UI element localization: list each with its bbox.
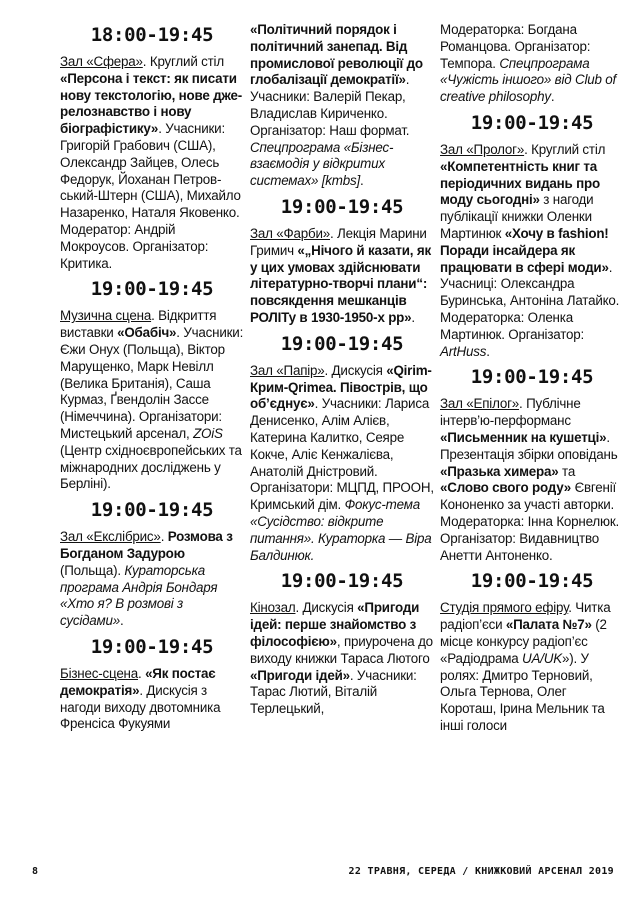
session-description [60, 666, 244, 733]
description-text: . [411, 309, 415, 325]
program-note: Спецпрограма «Чужість іншого» від Club of creative philosophy [440, 55, 616, 105]
description-text: . Учасниці: Олександра Буринська, Антоніна Латайко. Модераторка: Оленка Мартинюк. Організатор: [440, 259, 620, 342]
schedule-entry [60, 22, 244, 272]
event-title: «Хочу в fashion! Поради інсайдера як працювати в сфері моди» [440, 225, 609, 275]
venue-name: Студія прямого ефіру [440, 600, 569, 616]
program-note: Кураторська програма Андрія Бондаря «Хто я? В розмові з сусідами» [60, 562, 218, 629]
event-title: «Як постає демократія» [60, 665, 216, 698]
description-text: . Дискусія [295, 600, 358, 616]
venue-name: Зал «Пролог» [440, 141, 525, 157]
description-text: . Круглий стіл [524, 141, 606, 157]
description-text: з нагоди публікації книжки Оленки Мартинюк [440, 192, 594, 241]
event-title: Розмова з Богданом Задурою [60, 529, 233, 561]
event-title: «Qirim-Крим-Qrimea. Півострів, що об’єднує» [250, 362, 432, 412]
event-title: «Письменник на кушетці» [440, 429, 607, 445]
event-title: «Празька химера» [440, 463, 559, 479]
schedule-entry [250, 568, 434, 718]
description-text: . [160, 529, 168, 545]
description-text: . Читка радіоп’єси [440, 600, 611, 633]
description-text: . Дискусія з нагоди виходу двотомника Френсіса Фукуями [60, 682, 221, 732]
venue-name: Зал «Епілог» [440, 396, 520, 412]
schedule-entry [250, 331, 434, 565]
schedule-column-2 [250, 22, 434, 722]
session-time: 19:00-19:45 [470, 366, 594, 389]
description-text: , приурочена до виходу книжки Тараса Лютого [250, 633, 433, 666]
description-text: . Учасники: Валерій Пекар, Владислав Кириченко. Організатор: Наш формат. [250, 72, 410, 138]
session-description [60, 308, 244, 493]
session-description [250, 363, 434, 565]
event-title: «Палата №7» [505, 617, 592, 633]
session-description [440, 142, 624, 360]
schedule-entry [440, 364, 624, 564]
description-text: . Відкриття виставки [60, 308, 217, 341]
description-text: . Учасники: Єжи Онух (Польща), Віктор Марущенко, Марк Невілл (Велика Британія), Саша Курмаз, Ґвендолін Зассе (Німеччина). Організатори: Мистецький арсенал, [60, 325, 244, 441]
program-note: ZOiS [193, 425, 223, 441]
description-text: . [486, 343, 490, 359]
schedule-column-1 [60, 22, 244, 737]
description-text: . Публічне інтерв’ю-перформанс [440, 396, 581, 429]
description-text: . [120, 613, 124, 629]
venue-name: Бізнес-сцена [60, 665, 139, 681]
schedule-entry [440, 110, 624, 360]
event-title: «Персона і текст: як писати нову текстологію, нове джерелознавство і нову біографістику» [60, 70, 243, 137]
venue-name: Музична сцена [60, 308, 152, 324]
session-description [440, 600, 624, 734]
description-text: . Учасники: Тарас Лютий, Віталій Терлецький, [250, 667, 417, 717]
event-title: «Політичний порядок і політичний занепад. Від промислової революції до глобалізації демократії» [250, 22, 423, 88]
description-text: (2 місце конкурсу радіоп’єс «Радіодрама [440, 617, 607, 666]
session-time: 19:00-19:45 [470, 111, 594, 134]
schedule-column-3 [440, 22, 624, 739]
session-description [250, 22, 434, 190]
program-note: ArtHuss [440, 343, 487, 359]
description-text: . Круглий стіл [142, 54, 224, 69]
schedule-entry [60, 276, 244, 493]
session-description [440, 22, 624, 106]
session-time: 19:00-19:45 [280, 570, 404, 593]
session-time: 19:00-19:45 [90, 278, 214, 301]
program-note: Спецпрограма «Бізнес-взаємодія у відкритих системах» [kmbs] [250, 139, 394, 189]
session-description [60, 529, 244, 630]
event-title: «Пригоди ідей» [250, 667, 350, 683]
event-title: «Обабіч» [117, 325, 177, 341]
venue-name: Зал «Сфера» [60, 54, 143, 69]
venue-name: Кінозал [250, 600, 296, 616]
description-text: . [138, 665, 146, 681]
session-description [250, 226, 434, 327]
session-time: 19:00-19:45 [470, 570, 594, 593]
description-text: (Центр східноєвропейських та міжнародних досліджень у Берліні). [60, 442, 242, 492]
schedule-entry [440, 22, 624, 106]
page-number: 8 [32, 866, 39, 877]
description-text: (Польща). [60, 562, 125, 578]
session-time: 18:00-19:45 [90, 24, 214, 46]
event-title: «Пригоди ідей: перше знайомство з філософією» [250, 600, 420, 649]
running-title: 22 ТРАВНЯ, СЕРЕДА / КНИЖКОВИЙ АРСЕНАЛ 2019 [348, 866, 614, 877]
description-text: . Презентація збірки оповідань [440, 429, 618, 462]
program-note: Фокус-тема «Сусідство: відкрите питання». Кураторка — Віра Балдинюк. [250, 497, 432, 563]
description-text: Модераторка: Богдана Романцова. Організатор: Темпора. [440, 22, 591, 71]
session-description [60, 54, 244, 272]
schedule-entry [440, 568, 624, 734]
session-description [250, 600, 434, 718]
venue-name: Зал «Екслібрис» [60, 529, 161, 545]
venue-name: Зал «Папір» [250, 362, 325, 378]
event-title: «Слово свого роду» [440, 480, 572, 496]
session-description [440, 396, 624, 564]
description-text: . Учасники: Григорій Грабович (США), Олександр Зайцев, Олесь Федорук, Йоханан Петровський-Штерн (США), Михайло Назаренко, Наталя Яковенко. Модератор: Андрій Мокроусов. Організатор: Критика. [60, 121, 241, 271]
schedule-entry [60, 634, 244, 733]
description-text: . [550, 89, 555, 105]
event-title: «„Нічого й казати, як у цих умовах здійснювати літературно-творчі плани“: повсякдення мешканців РОЛІТу в 1930-1950-х рр» [250, 242, 431, 325]
page-footer [0, 866, 640, 882]
program-note: UA/UK [522, 650, 562, 666]
description-text: . Лекція Марини Гримич [250, 225, 427, 258]
description-text: . Учасники: Лариса Денисенко, Алім Алієв, Катерина Калитко, Сеяре Кокче, Аліє Кенжалієва, Анатолій Дністровий. Організатори: МЦПД, ПРООН, Кримський дім. [250, 396, 434, 513]
description-text: Євгенії Кононенко за участі авторки. Модераторка: Інна Корнелюк. Організатор: Видавництво Анетти Антоненко. [440, 480, 620, 563]
schedule-entry [250, 194, 434, 327]
session-time: 19:00-19:45 [280, 332, 404, 355]
schedule-entry [250, 22, 434, 190]
venue-name: Зал «Фарби» [250, 225, 330, 241]
description-text: . [360, 173, 364, 189]
description-text: . Дискусія [324, 362, 387, 378]
schedule-entry [60, 497, 244, 630]
description-text: та [558, 463, 576, 479]
description-text: »). У ролях: Дмитро Терновий, Ольга Тернова, Олег Короташ, Ірина Мельник та інші голоси [440, 650, 605, 733]
session-time: 19:00-19:45 [90, 635, 214, 658]
session-time: 19:00-19:45 [280, 195, 404, 218]
event-title: «Компетентність книг та періодичних видань про моду сьогодні» [440, 158, 600, 208]
session-time: 19:00-19:45 [90, 499, 214, 522]
